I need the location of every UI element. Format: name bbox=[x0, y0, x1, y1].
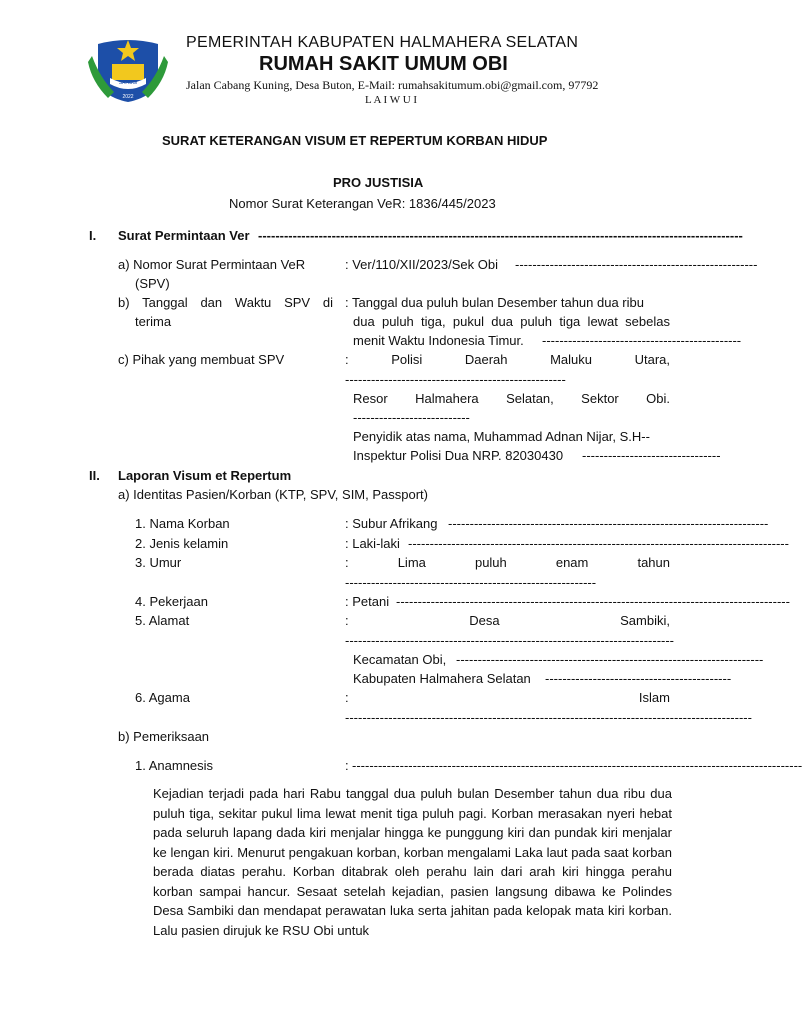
religion-value: : Islam bbox=[345, 690, 670, 705]
spv-date-value-3: menit Waktu Indonesia Timur. bbox=[353, 333, 524, 348]
regency-logo-icon bbox=[88, 34, 168, 104]
dash-fill: ---------------------------------------------------------------------------------------------------------------- bbox=[258, 228, 743, 243]
spv-date-value-2: dua puluh tiga, pukul dua puluh tiga lewat sebelas bbox=[353, 314, 670, 329]
dash-fill: ------------------------------------------- bbox=[545, 671, 732, 686]
dash-fill: -------------------------------------------------------------------------------------------------------- bbox=[352, 758, 802, 773]
spv-number-label: a) Nomor Surat Permintaan VeR bbox=[118, 257, 306, 272]
sex-value: : Laki-laki bbox=[345, 536, 400, 551]
section2-heading: Laporan Visum et Repertum bbox=[118, 468, 292, 483]
age-label: 3. Umur bbox=[135, 555, 182, 570]
address-value-3: Kabupaten Halmahera Selatan bbox=[353, 671, 531, 686]
age-value: : Lima puluh enam tahun bbox=[345, 555, 670, 570]
spv-date-value-1: : Tanggal dua puluh bulan Desember tahun dua ribu bbox=[345, 295, 644, 310]
occupation-label: 4. Pekerjaan bbox=[135, 594, 208, 609]
religion-label: 6. Agama bbox=[135, 690, 190, 705]
dash-fill: -------------------------------------------------------- bbox=[515, 257, 758, 272]
spv-number-value: : Ver/110/XII/2023/Sek Obi bbox=[345, 257, 498, 272]
document-title: SURAT KETERANGAN VISUM ET REPERTUM KORBAN HIDUP bbox=[162, 133, 548, 148]
spv-issuer-label: c) Pihak yang membuat SPV bbox=[118, 352, 285, 367]
dash-fill: --------------------------- bbox=[353, 410, 470, 425]
spv-date-label: b) Tanggal dan Waktu SPV di bbox=[118, 295, 333, 310]
dash-fill: ----------------------------------------------------------------------- bbox=[456, 652, 764, 667]
spv-number-label-cont: (SPV) bbox=[135, 276, 170, 291]
dash-fill: ---------------------------------------------------------------------------- bbox=[345, 633, 675, 648]
identity-label: a) Identitas Pasien/Korban (KTP, SPV, SIM, Passport) bbox=[118, 487, 428, 502]
logo-banner: SAHUSI bbox=[118, 80, 138, 86]
dash-fill: ---------------------------------------------------------- bbox=[345, 575, 597, 590]
address-value-2: Kecamatan Obi, bbox=[353, 652, 447, 667]
address-label: 5. Alamat bbox=[135, 613, 190, 628]
dash-fill: -------------------------------------------------------------------------- bbox=[448, 516, 769, 531]
section1-heading: Surat Permintaan Ver bbox=[118, 228, 250, 243]
anamnesis-colon: : bbox=[345, 758, 349, 773]
dash-fill: -------------------------------- bbox=[582, 448, 721, 463]
section1-number: I. bbox=[89, 228, 97, 243]
spv-issuer-value-1: : Polisi Daerah Maluku Utara, bbox=[345, 352, 670, 367]
hospital-city: L A I W U I bbox=[365, 94, 418, 106]
hospital-name: RUMAH SAKIT UMUM OBI bbox=[259, 53, 508, 75]
address-value-1: : Desa Sambiki, bbox=[345, 613, 670, 628]
logo-year: 2022 bbox=[122, 94, 134, 100]
victim-name-label: 1. Nama Korban bbox=[135, 516, 230, 531]
spv-issuer-value-3: Penyidik atas nama, Muhammad Adnan Nijar, S.H-- bbox=[353, 429, 650, 444]
section2-number: II. bbox=[89, 468, 100, 483]
spv-issuer-value-2: Resor Halmahera Selatan, Sektor Obi. bbox=[353, 391, 670, 406]
anamnesis-paragraph: Kejadian terjadi pada hari Rabu tanggal dua puluh bulan Desember tahun dua ribu dua puluh tiga, sekitar pukul lima lewat menit tiga puluh pagi. Korban merasakan nyeri hebat pada seluruh lapang dada kiri menjalar hingga ke punggung kiri dan pundak kiri menjalar ke lengan kiri. Menurut pengakuan korban, korban mengalami Laka laut pada saat korban berada diatas perahu. Korban ditabrak oleh perahu lain dari arah kiri hingga perahu korban sampai hancur. Sesaat setelah kejadian, pasien langsung dibawa ke Polindes Desa Sambiki dan mendapat perawatan luka serta jahitan pada kelopak mata kiri korban. Lalu pasien dirujuk ke RSU Obi untuk bbox=[153, 786, 672, 938]
sex-label: 2. Jenis kelamin bbox=[135, 536, 229, 551]
dash-fill: ---------------------------------------------------------------------------------------- bbox=[408, 536, 789, 551]
victim-name-value: : Subur Afrikang bbox=[345, 516, 438, 531]
examination-label: b) Pemeriksaan bbox=[118, 729, 210, 744]
anamnesis-label: 1. Anamnesis bbox=[135, 758, 214, 773]
pro-justisia: PRO JUSTISIA bbox=[333, 175, 424, 190]
dash-fill: ------------------------------------------------------------------------------------------- bbox=[396, 594, 790, 609]
occupation-value: : Petani bbox=[345, 594, 390, 609]
spv-issuer-value-4: Inspektur Polisi Dua NRP. 82030430 bbox=[353, 448, 564, 463]
dash-fill: ---------------------------------------------- bbox=[542, 333, 742, 348]
dash-fill: --------------------------------------------------- bbox=[345, 372, 566, 387]
spv-date-label-cont: terima bbox=[135, 314, 172, 329]
dash-fill: ---------------------------------------------------------------------------------------------- bbox=[345, 710, 752, 725]
government-name: PEMERINTAH KABUPATEN HALMAHERA SELATAN bbox=[186, 34, 579, 51]
document-number: Nomor Surat Keterangan VeR: 1836/445/2023 bbox=[229, 196, 496, 211]
hospital-address: Jalan Cabang Kuning, Desa Buton, E-Mail: rumahsakitumum.obi@gmail.com, 97792 bbox=[186, 78, 599, 92]
